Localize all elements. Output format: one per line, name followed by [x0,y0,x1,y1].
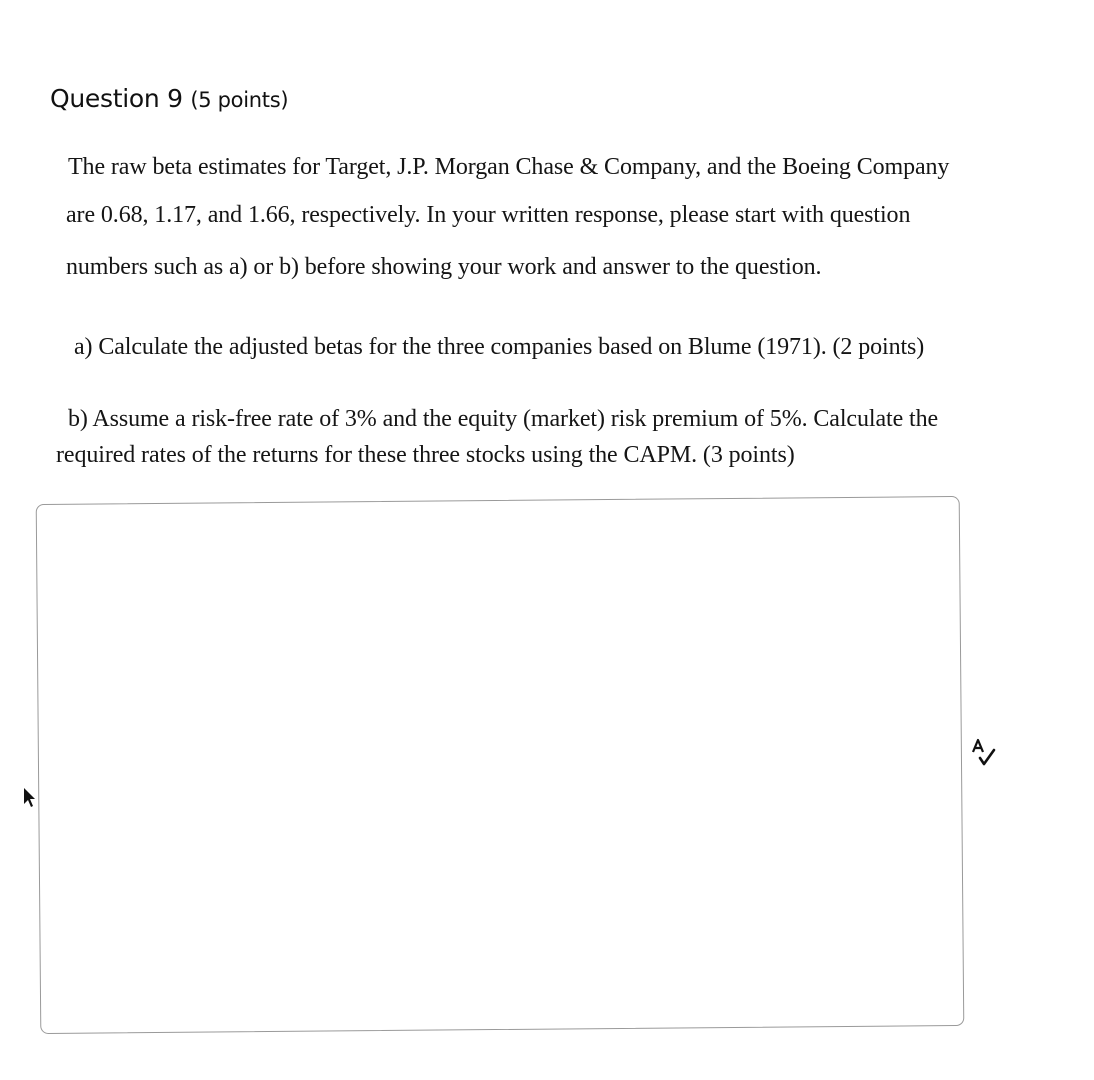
question-title: Question 9 [50,84,183,113]
spellcheck-icon[interactable] [970,738,998,768]
question-points: (5 points) [190,88,289,112]
prompt-line-3: numbers such as a) or b) before showing your work and answer to the question. [66,254,822,280]
part-a-text: a) Calculate the adjusted betas for the three companies based on Blume (1971). (2 points) [74,334,925,360]
part-b-line-1: b) Assume a risk-free rate of 3% and the equity (market) risk premium of 5%. Calculate the [68,406,939,432]
prompt-line-1: The raw beta estimates for Target, J.P. Morgan Chase & Company, and the Boeing Company [68,154,950,180]
mouse-pointer-icon [22,786,36,808]
part-b-line-2: required rates of the returns for these three stocks using the CAPM. (3 points) [56,442,795,468]
answer-input[interactable] [43,503,962,1031]
question-header [50,84,288,113]
prompt-line-2: are 0.68, 1.17, and 1.66, respectively. In your written response, please start with question [66,202,911,228]
answer-text-area[interactable] [36,496,965,1034]
